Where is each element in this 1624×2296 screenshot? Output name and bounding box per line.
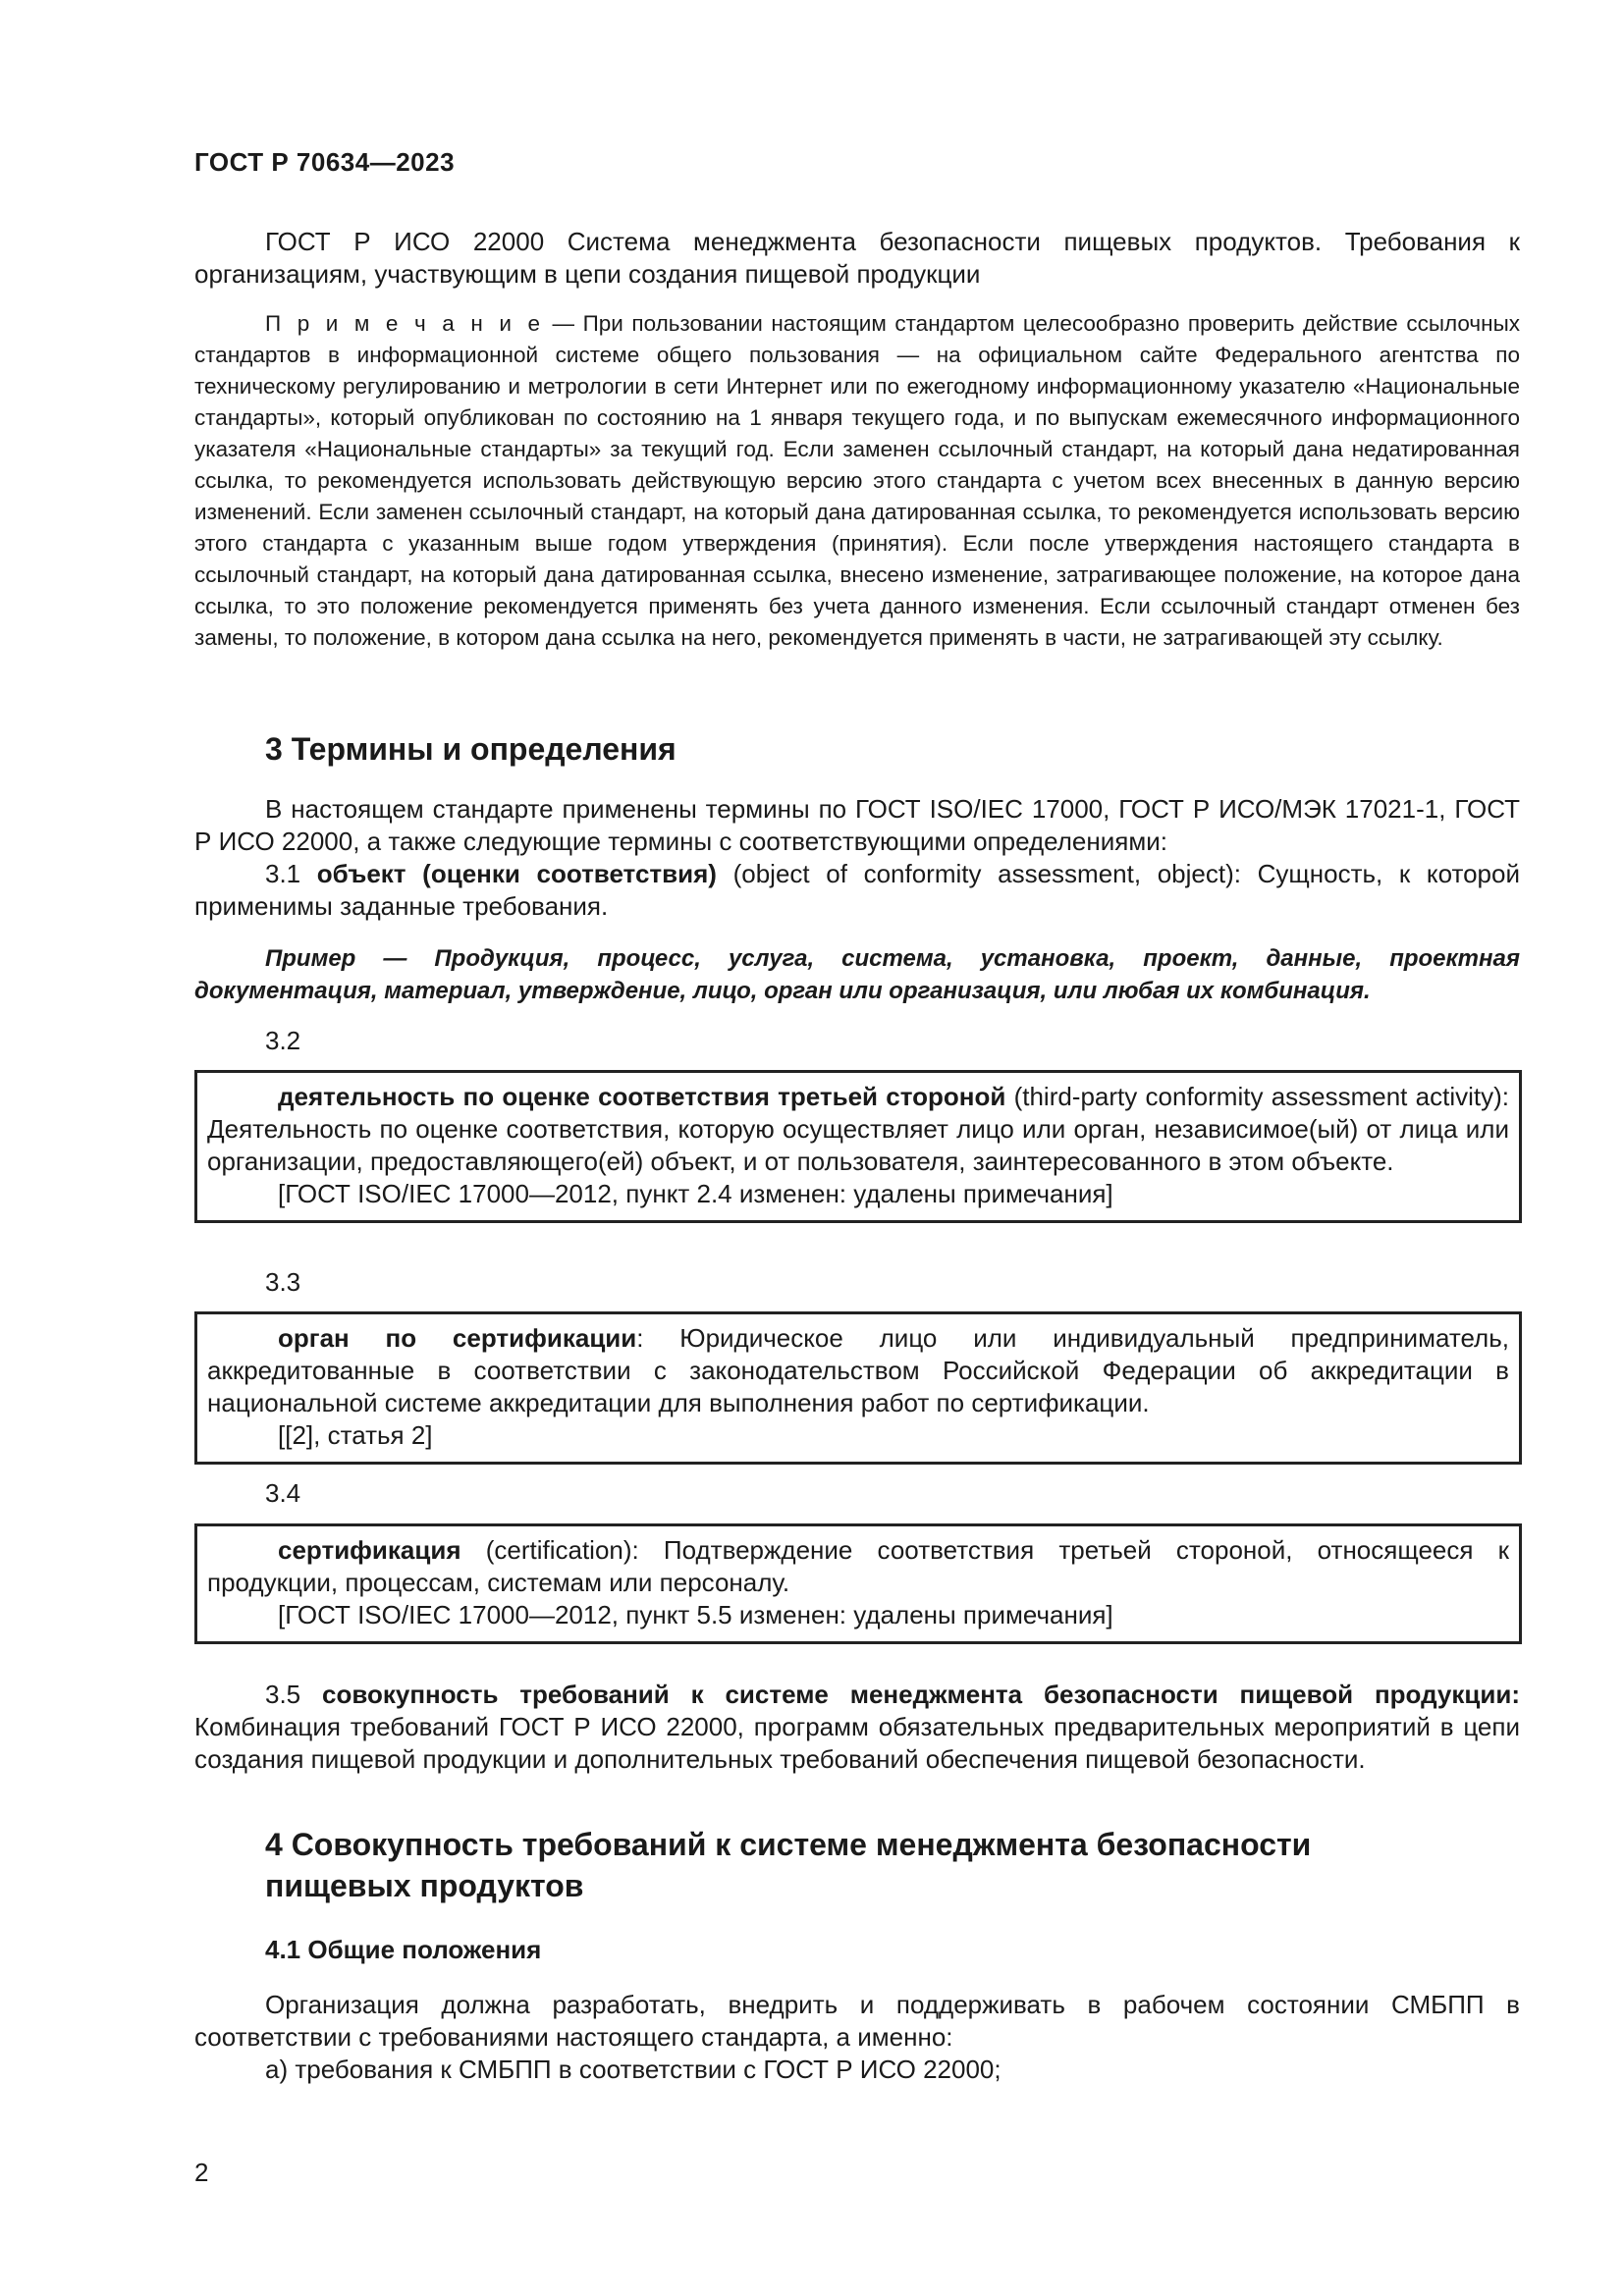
reference-gost-22000 [194,226,1520,291]
reference-text: ГОСТ Р ИСО 22000 Система менеджмента безопасности пищевых продуктов. Требования к организациям, участвующим в цепи создания пищевой продукции [194,227,1520,289]
term-3-2-box [194,1070,1522,1223]
term-3-2-number [194,1025,1520,1057]
subsection-heading: 4.1 Общие положения [265,1935,542,1964]
term-paragraph [207,1322,1509,1419]
term-number: 3.1 [265,859,317,888]
term-paragraph [194,858,1520,923]
intro-paragraph: В настоящем стандарте применены термины по ГОСТ ISO/IEC 17000, ГОСТ Р ИСО/МЭК 17021-1, ГОСТ Р ИСО 22000, а также следующие термины с соответствующими определениями: [194,794,1520,856]
subsection-4-1-heading [194,1934,1520,1966]
note-text: — При пользовании настоящим стандартом целесообразно проверить действие ссылочных стандартов в информационной системе общего пользования — на официальном сайте Федерального агентства по техническому регулированию и метрологии в сети Интернет или по ежегодному информационному указателю «Национальные стандарты», который опубликован по состоянию на 1 января текущего года, и по выпускам ежемесячного информационного указателя «Национальные стандарты» за текущий год. Если заменен ссылочный стандарт, на который дана недатированная ссылка, то рекомендуется использовать действующую версию этого стандарта с учетом всех внесенных в данную версию изменений. Если заменен ссылочный стандарт, на который дана датированная ссылка, то рекомендуется использовать версию этого стандарта с указанным выше годом утверждения (принятия). Если после утверждения настоящего стандарта в ссылочный стандарт, на который дана датированная ссылка, внесено изменение, затрагивающее положение, на которое дана ссылка, то это положение рекомендуется применять без учета данного изменения. Если ссылочный стандарт отменен без замены, то положение, в котором дана ссылка на него, рекомендуется применять в части, не затрагивающей эту ссылку. [194,311,1520,650]
term-3-5 [194,1679,1520,1776]
page-number: 2 [194,2158,209,2187]
note-label: П р и м е ч а н и е [265,311,544,336]
term-name: объект (оценки соответствия) [316,859,717,888]
term-definition: (third-party conformity assessment activity): Деятельность по оценке соответствия, которую осуществляет лицо или орган, независимое(ый) от лица или организации, предоставляющего(ей) объект, и от пользователя, заинтересованного в этом объекте. [207,1082,1509,1176]
term-number: 3.2 [265,1026,301,1055]
section-4-heading [194,1824,1520,1906]
term-paragraph [207,1081,1509,1178]
section-heading-line-2: пищевых продуктов [265,1868,584,1903]
term-paragraph [207,1534,1509,1599]
section-heading-line-1: 4 Совокупность требований к системе менеджмента безопасности [265,1827,1312,1862]
term-name: совокупность требований к системе менеджмента безопасности пищевой продукции: [322,1680,1520,1709]
term-definition: (certification): Подтверждение соответствия третьей стороной, относящееся к продукции, процессам, системам или персоналу. [207,1535,1509,1597]
term-3-4-box [194,1523,1522,1644]
term-3-3-number [194,1266,1520,1299]
section-4-1-body [194,1989,1520,2086]
term-number: 3.4 [265,1478,301,1508]
term-paragraph [194,1679,1520,1776]
term-name: деятельность по оценке соответствия третьей стороной [278,1082,1006,1111]
term-source: [ГОСТ ISO/IEC 17000—2012, пункт 2.4 изменен: удалены примечания] [278,1179,1113,1208]
term-number: 3.5 [265,1680,322,1709]
note-paragraph [194,308,1520,654]
term-3-3-box [194,1311,1522,1465]
term-source: [ГОСТ ISO/IEC 17000—2012, пункт 5.5 изменен: удалены примечания] [278,1600,1113,1629]
term-name: сертификация [278,1535,461,1565]
term-definition: (object of conformity assessment, object): Сущность, к которой применимы заданные требования. [194,859,1520,921]
example-paragraph: Пример — Продукция, процесс, услуга, система, установка, проект, данные, проектная документация, материал, утверждение, лицо, орган или организация, или любая их комбинация. [194,945,1520,1004]
section-3-heading [194,728,1520,770]
term-3-1-example [194,942,1520,1007]
term-number: 3.3 [265,1267,301,1297]
body-paragraph: Организация должна разработать, внедрить и поддерживать в рабочем состоянии СМБПП в соответствии с требованиями настоящего стандарта, а именно: [194,1990,1520,2052]
list-item-a: а) требования к СМБПП в соответствии с ГОСТ Р ИСО 22000; [265,2055,1001,2084]
term-name: орган по сертификации [278,1323,637,1353]
reference-note [194,308,1520,654]
term-source: [[2], статья 2] [278,1420,433,1450]
section-3-intro [194,793,1520,858]
term-3-4-number [194,1477,1520,1510]
section-heading: 3 Термины и определения [265,731,677,767]
document-id-header: ГОСТ Р 70634—2023 [194,147,456,177]
term-definition: Комбинация требований ГОСТ Р ИСО 22000, программ обязательных предварительных мероприятий в цепи создания пищевой продукции и дополнительных требований обеспечения пищевой безопасности. [194,1712,1520,1774]
term-definition: : Юридическое лицо или индивидуальный предприниматель, аккредитованные в соответствии с законодательством Российской Федерации об аккредитации в национальной системе аккредитации для выполнения работ по сертификации. [207,1323,1509,1417]
term-3-1 [194,858,1520,923]
